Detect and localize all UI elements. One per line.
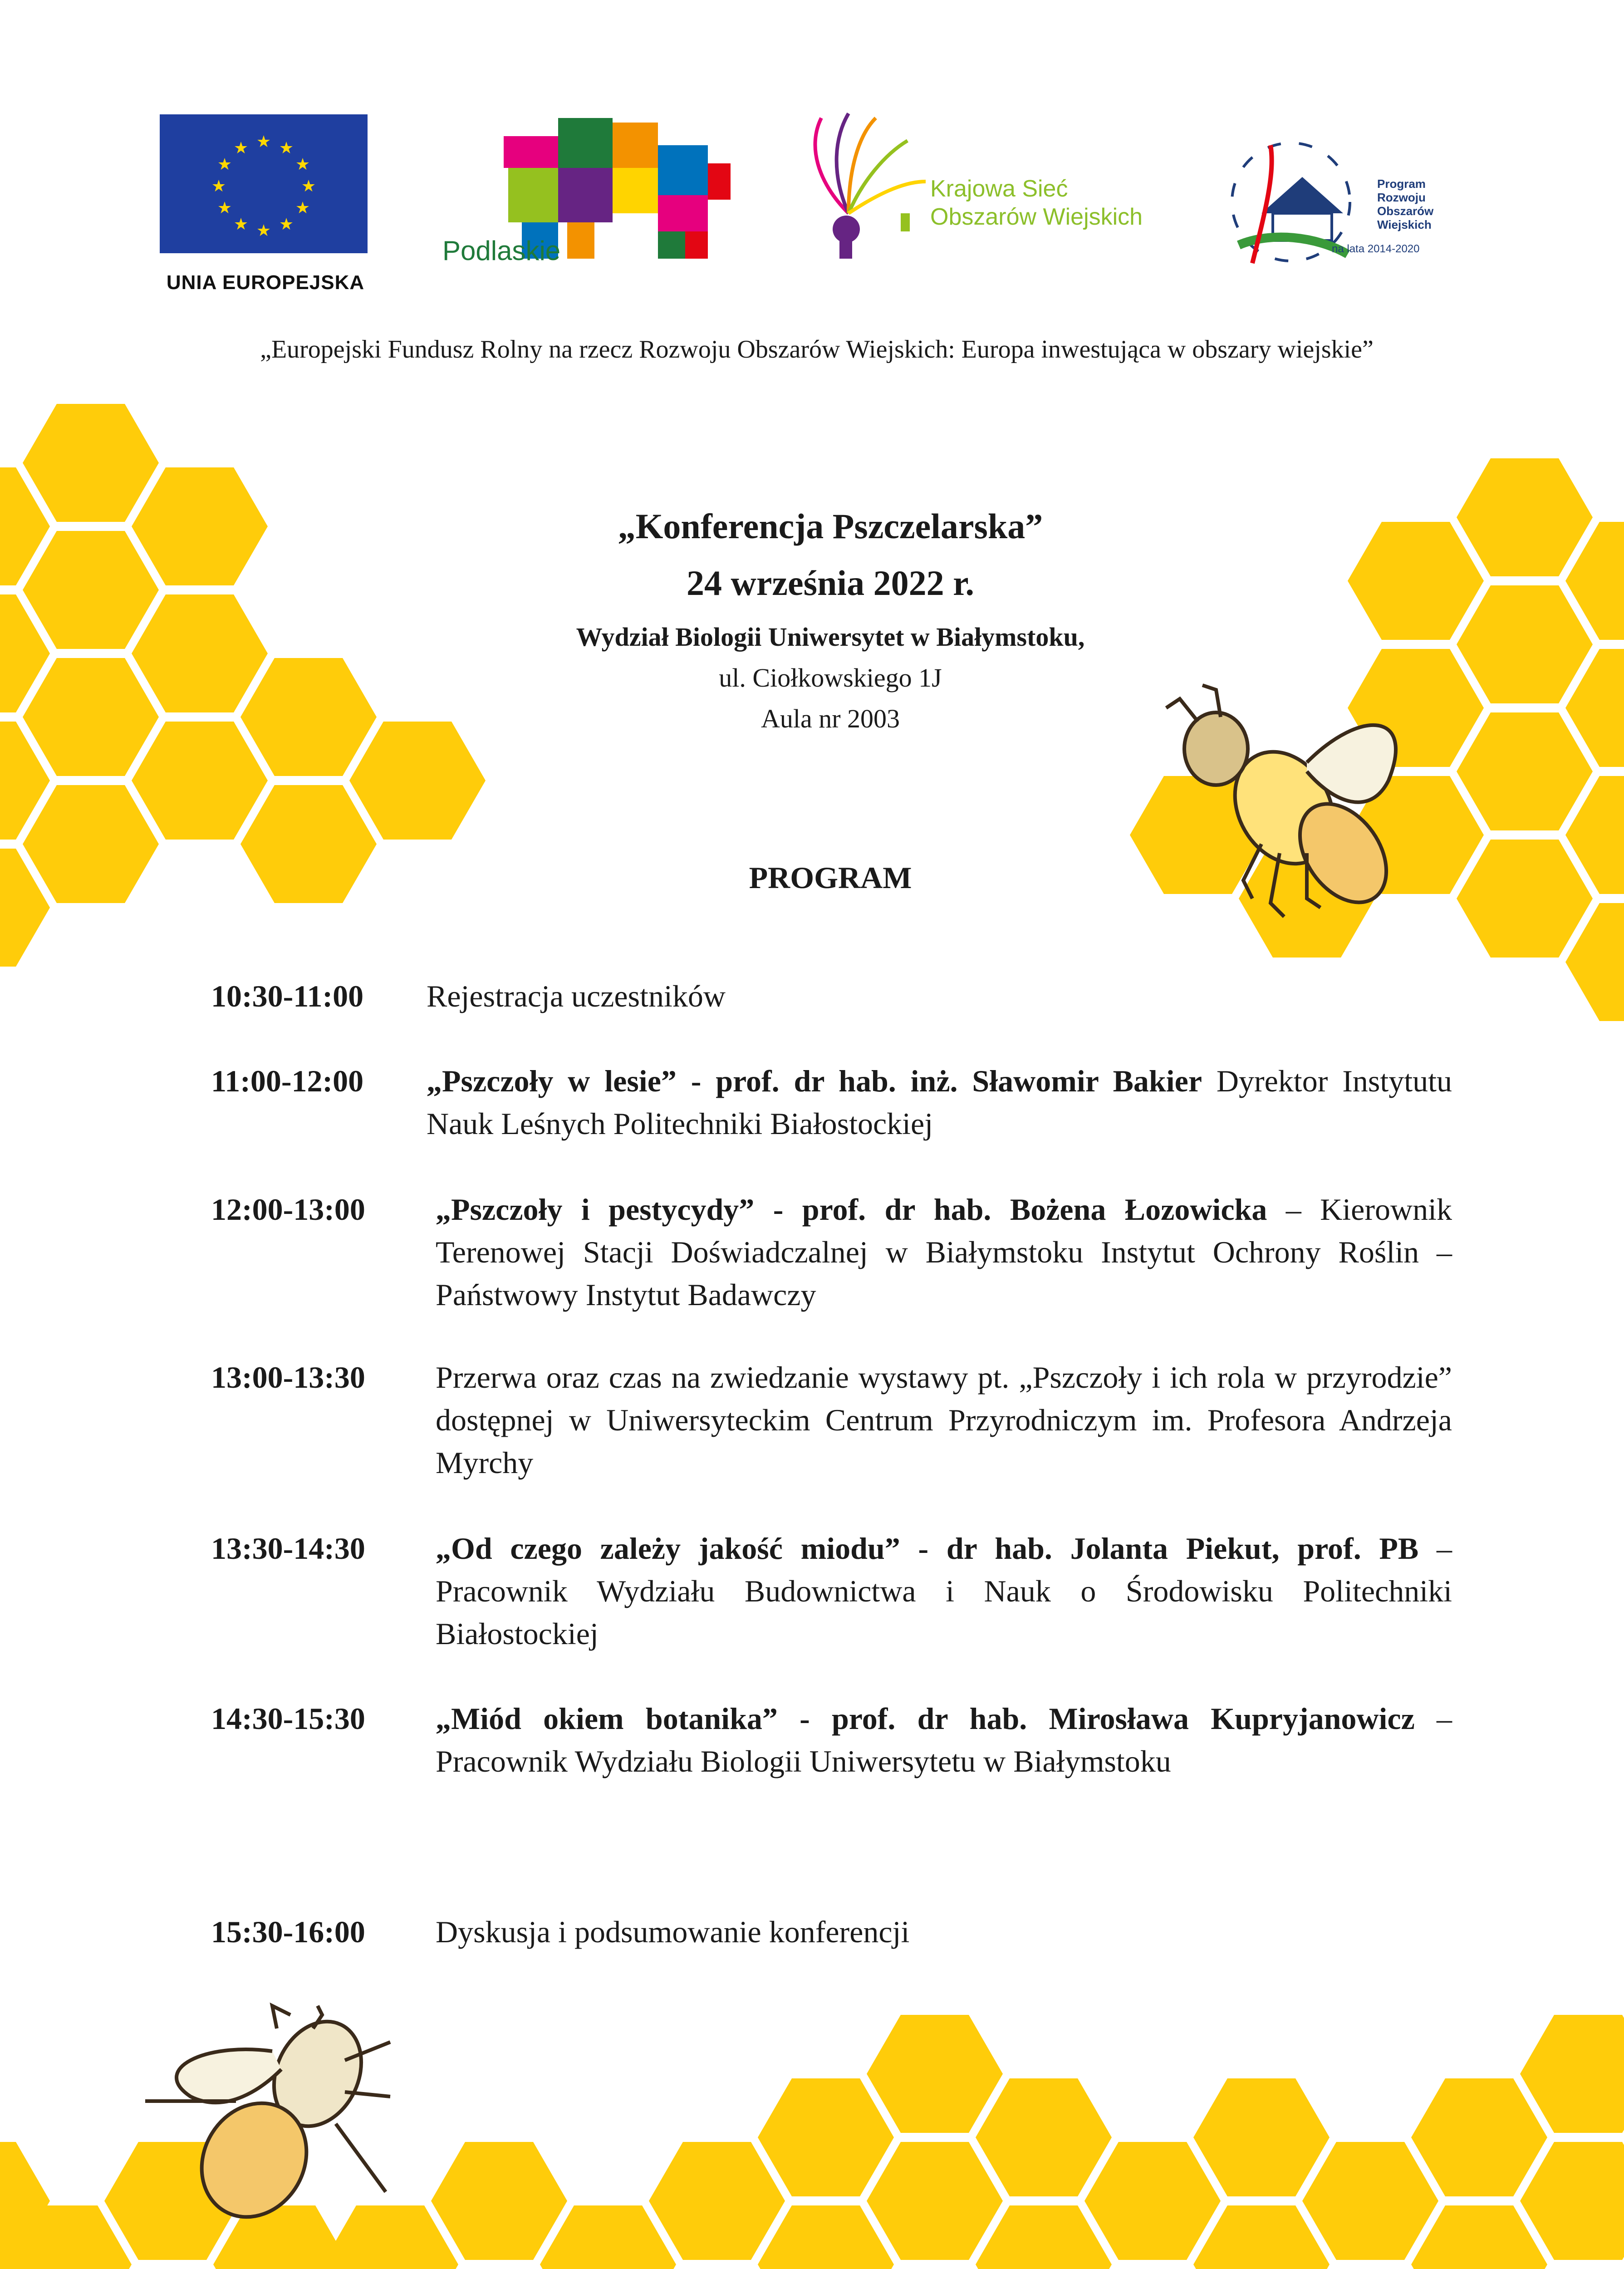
schedule-description (436, 1697, 1452, 1783)
svg-text:★: ★ (233, 139, 249, 157)
schedule-description (436, 1356, 1452, 1484)
schedule-item (211, 1527, 1452, 1655)
schedule-speaker: „Pszczoły i pestycydy” - prof. dr hab. Bożena Łozowicka (436, 1192, 1267, 1227)
schedule-time: 14:30-15:30 (211, 1701, 365, 1736)
schedule-text: – Pracownik Wydziału Biologii Uniwersytetu w Białymstoku (436, 1701, 1452, 1778)
schedule-description (427, 975, 1452, 1017)
svg-text:★: ★ (217, 199, 232, 217)
schedule-time: 15:30-16:00 (211, 1915, 365, 1949)
schedule-item (211, 1188, 1452, 1316)
conference-title: „Konferencja Pszczelarska” (618, 506, 1043, 546)
schedule-item (211, 1910, 1452, 1953)
podlaskie-logo-label: Podlaskie (442, 236, 561, 266)
schedule-text: – Pracownik Wydziału Budownictwa i Nauk o Środowisku Politechniki Białostockiej (436, 1531, 1452, 1651)
schedule-speaker: „Miód okiem botanika” - prof. dr hab. Mirosława Kupryjanowicz (436, 1701, 1415, 1736)
eu-logo-label: UNIA EUROPEJSKA (166, 271, 365, 294)
schedule-description (436, 1910, 1452, 1953)
conference-room: Aula nr 2003 (760, 704, 900, 733)
schedule-item (211, 1060, 1452, 1145)
svg-text:★: ★ (211, 177, 226, 196)
prow-line-1: Program (1377, 177, 1426, 191)
ksow-line-2: Obszarów Wiejskich (930, 204, 1143, 230)
schedule-time: 13:00-13:30 (211, 1360, 365, 1395)
prow-line-2: Rozwoju (1377, 191, 1426, 204)
schedule-description (436, 1527, 1452, 1655)
conference-venue: Wydział Biologii Uniwersytet w Białymstoku, (576, 622, 1085, 652)
schedule-item (211, 1356, 1452, 1484)
schedule-text: Przerwa oraz czas na zwiedzanie wystawy pt. „Pszczoły i ich rola w przyrodzie” dostępnej w Uniwersyteckim Centrum Przyrodniczym im. Profesora Andrzeja Myrchy (436, 1360, 1452, 1480)
eu-flag-logo (160, 114, 368, 253)
svg-text:★: ★ (279, 139, 294, 157)
svg-text:★: ★ (233, 215, 249, 234)
fund-slogan: „Europejski Fundusz Rolny na rzecz Rozwoju Obszarów Wiejskich: Europa inwestująca w obszary wiejskie” (260, 335, 1374, 363)
schedule-time: 12:00-13:00 (211, 1192, 365, 1227)
schedule-text: – Kierownik Terenowej Stacji Doświadczalnej w Białymstoku Instytut Ochrony Roślin – Państwowy Instytut Badawczy (436, 1192, 1452, 1312)
ksow-logo (815, 113, 926, 259)
prow-logo-label (1377, 177, 1433, 231)
svg-text:★: ★ (217, 155, 232, 174)
schedule-description (427, 1060, 1452, 1145)
schedule-item (211, 1697, 1452, 1783)
prow-line-3: Obszarów (1377, 204, 1434, 218)
program-heading: PROGRAM (749, 860, 912, 895)
schedule-speaker: „Pszczoły w lesie” - prof. dr hab. inż. Sławomir Bakier (427, 1064, 1202, 1098)
svg-text:★: ★ (256, 221, 271, 240)
schedule-text: Dyrektor Instytutu Nauk Leśnych Politechniki Białostockiej (427, 1064, 1452, 1141)
svg-text:★: ★ (295, 155, 310, 174)
schedule-item (211, 975, 1452, 1017)
schedule-speaker: „Od czego zależy jakość miodu” - dr hab. Jolanta Piekut, prof. PB (436, 1531, 1419, 1566)
schedule-time: 13:30-14:30 (211, 1531, 365, 1566)
svg-text:★: ★ (279, 215, 294, 234)
schedule-time: 10:30-11:00 (211, 979, 364, 1013)
svg-text:★: ★ (295, 199, 310, 217)
prow-line-4: Wiejskich (1377, 218, 1432, 231)
ksow-line-1: Krajowa Sieć (930, 176, 1068, 202)
schedule-time: 11:00-12:00 (211, 1064, 364, 1098)
svg-text:★: ★ (301, 177, 316, 196)
schedule-text: Rejestracja uczestników (427, 979, 726, 1013)
svg-text:★: ★ (256, 133, 271, 151)
prow-years-label: na lata 2014-2020 (1332, 243, 1420, 255)
schedule-description (436, 1188, 1452, 1316)
conference-date: 24 września 2022 r. (686, 563, 975, 603)
conference-address: ul. Ciołkowskiego 1J (719, 663, 942, 692)
schedule-text: Dyskusja i podsumowanie konferencji (436, 1915, 910, 1949)
ksow-logo-label (930, 175, 1143, 231)
